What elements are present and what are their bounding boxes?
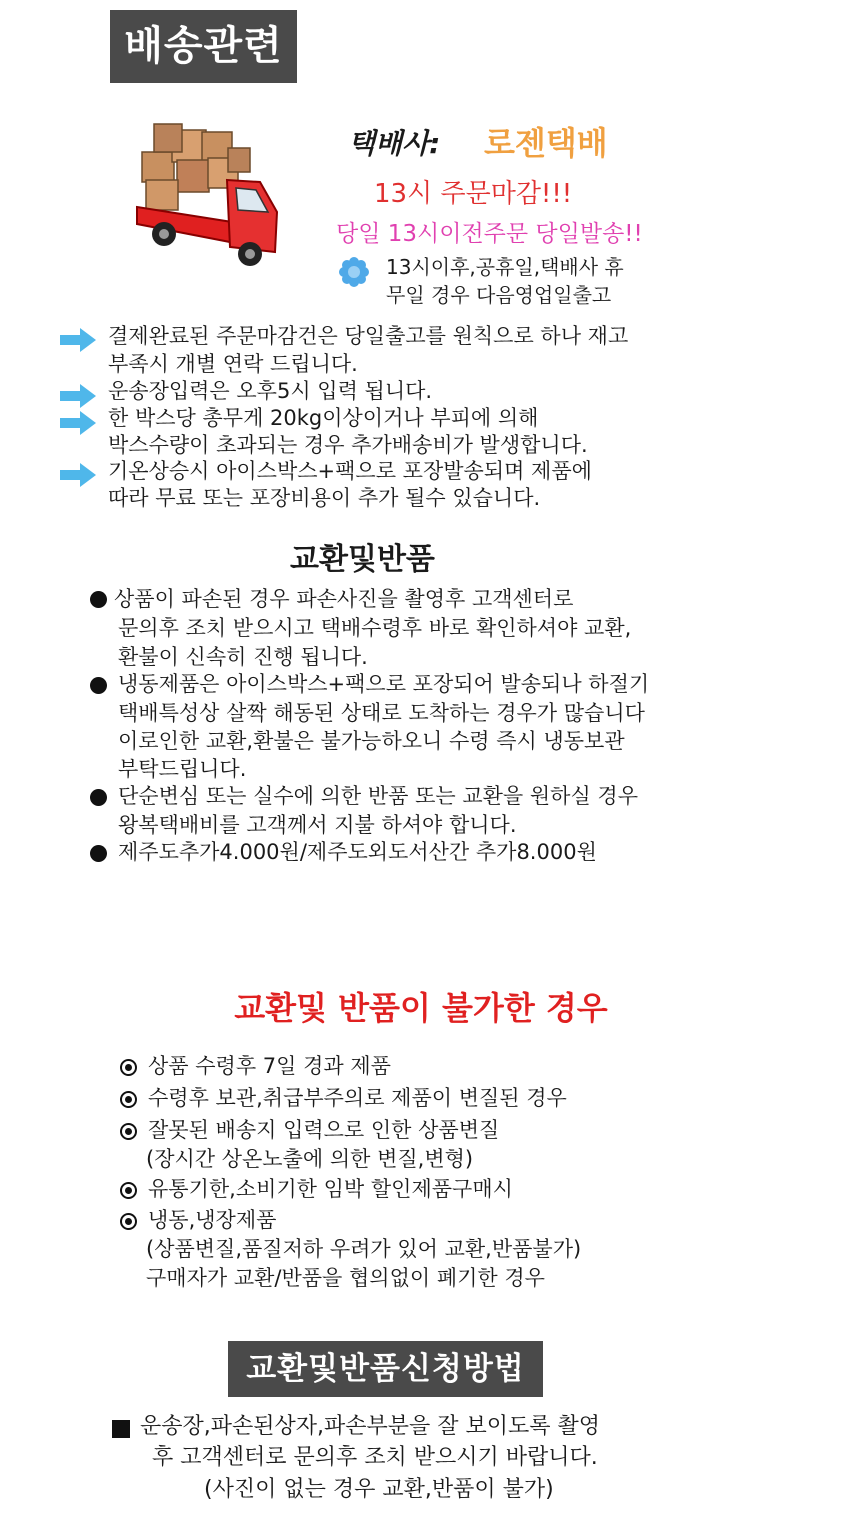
exchange-item: 단순변심 또는 실수에 의한 반품 또는 교환을 원하실 경우 (118, 784, 638, 808)
exchange-item: 이로인한 교환,환불은 불가능하오니 수령 즉시 냉동보관 (118, 729, 625, 753)
not-allowed-item: 냉동,냉장제품 (148, 1208, 277, 1232)
arrow-right-icon (60, 411, 96, 435)
carrier-label: 택배사: (348, 127, 441, 160)
bullet-icon (90, 845, 107, 862)
shipping-item: 기온상승시 아이스박스+팩으로 포장발송되며 제품에 (108, 459, 592, 483)
exchange-item: 환불이 신속히 진행 됩니다. (118, 645, 368, 669)
exchange-item: 문의후 조치 받으시고 택배수령후 바로 확인하셔야 교환, (118, 616, 632, 640)
carrier-name: 로젠택배 (484, 124, 608, 162)
not-allowed-item: 수령후 보관,취급부주의로 제품이 변질된 경우 (148, 1086, 567, 1110)
arrow-right-icon (60, 384, 96, 408)
not-allowed-item: 구매자가 교환/반품을 협의없이 폐기한 경우 (146, 1266, 545, 1290)
not-allowed-item: (장시간 상온노출에 의한 변질,변형) (146, 1147, 474, 1171)
apply-line: (사진이 없는 경우 교환,반품이 불가) (204, 1477, 554, 1502)
same-day-shipping-notice: 당일 13시이전주문 당일발송!! (336, 221, 643, 247)
radio-bullet-icon (120, 1123, 137, 1140)
exchange-item: 왕복택배비를 고객께서 지불 하셔야 합니다. (118, 813, 517, 837)
shipping-item: 부족시 개별 연락 드립니다. (108, 352, 358, 376)
shipping-section-title: 배송관련 (110, 10, 297, 83)
apply-line: 운송장,파손된상자,파손부분을 잘 보이도록 촬영 (140, 1414, 601, 1439)
exchange-item: 제주도추가4.000원/제주도외도서산간 추가8.000원 (118, 840, 597, 864)
not-allowed-item: 유통기한,소비기한 임박 할인제품구매시 (148, 1177, 513, 1201)
radio-bullet-icon (120, 1091, 137, 1108)
exchange-item: 택배특성상 살짝 해동된 상태로 도착하는 경우가 많습니다 (118, 701, 645, 725)
radio-bullet-icon (120, 1059, 137, 1076)
arrow-right-icon (60, 463, 96, 487)
apply-section-title: 교환및반품신청방법 (228, 1341, 543, 1397)
note-line: 무일 경우 다음영업일출고 (386, 283, 612, 307)
not-allowed-section-title: 교환및 반품이 불가한 경우 (234, 989, 608, 1027)
exchange-section-title: 교환및반품 (290, 542, 435, 577)
shipping-item: 결제완료된 주문마감건은 당일출고를 원칙으로 하나 재고 (108, 324, 629, 348)
bullet-icon (90, 789, 107, 806)
apply-line: 후 고객센터로 문의후 조치 받으시기 바랍니다. (152, 1445, 598, 1470)
not-allowed-item: (상품변질,품질저하 우려가 있어 교환,반품불가) (146, 1237, 582, 1261)
square-bullet-icon (112, 1420, 130, 1438)
flower-icon (338, 256, 370, 288)
not-allowed-item: 잘못된 배송지 입력으로 인한 상품변질 (148, 1118, 500, 1142)
shipping-item: 한 박스당 총무게 20kg이상이거나 부피에 의해 (108, 406, 539, 430)
delivery-truck-icon (132, 112, 282, 272)
exchange-item: 상품이 파손된 경우 파손사진을 촬영후 고객센터로 (114, 587, 574, 611)
order-cutoff-notice: 13시 주문마감!!! (374, 179, 573, 209)
shipping-item: 운송장입력은 오후5시 입력 됩니다. (108, 379, 433, 403)
arrow-right-icon (60, 328, 96, 352)
shipping-item: 박스수량이 초과되는 경우 추가배송비가 발생합니다. (108, 433, 588, 457)
exchange-item: 냉동제품은 아이스박스+팩으로 포장되어 발송되나 하절기 (118, 672, 650, 696)
radio-bullet-icon (120, 1182, 137, 1199)
radio-bullet-icon (120, 1213, 137, 1230)
bullet-icon (90, 677, 107, 694)
not-allowed-item: 상품 수령후 7일 경과 제품 (148, 1054, 391, 1078)
note-line: 13시이후,공휴일,택배사 휴 (386, 255, 624, 279)
bullet-icon (90, 591, 107, 608)
exchange-item: 부탁드립니다. (118, 757, 247, 781)
shipping-item: 따라 무료 또는 포장비용이 추가 될수 있습니다. (108, 486, 541, 510)
